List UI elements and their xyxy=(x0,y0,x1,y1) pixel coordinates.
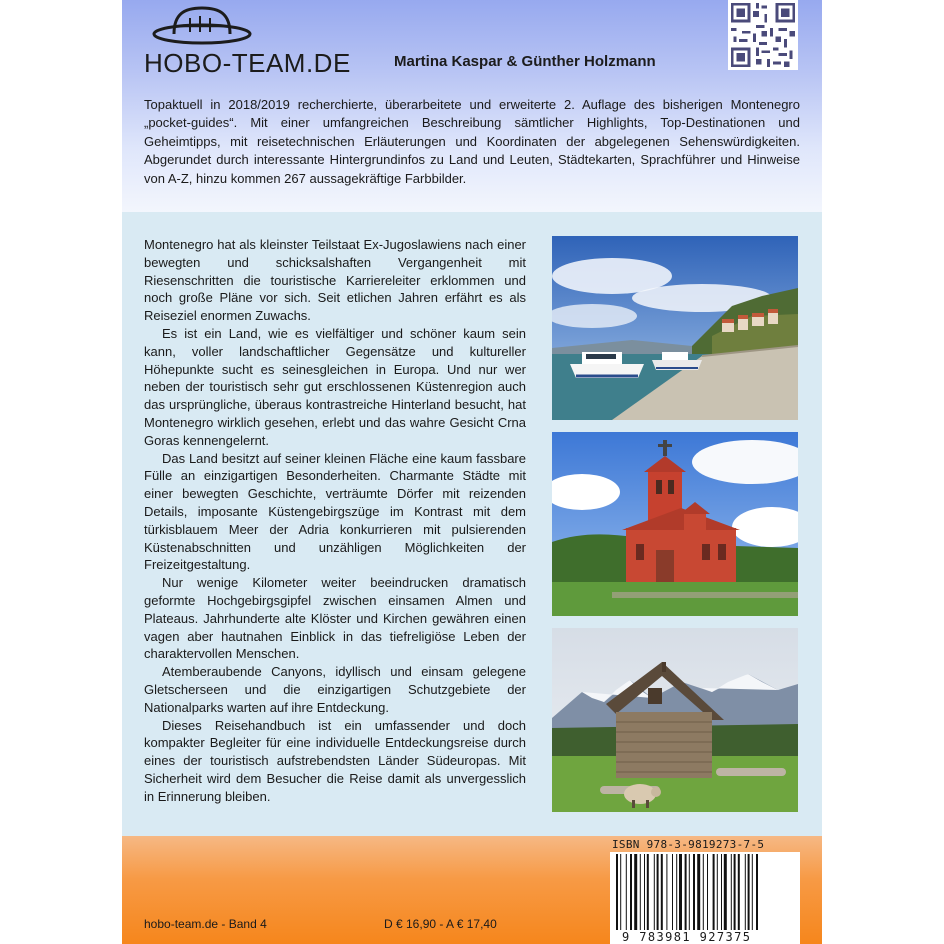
church-photo xyxy=(552,432,798,616)
barcode-bars xyxy=(610,852,800,932)
paragraph: Es ist ein Land, wie es vielfältiger und schöner kaum sein kann, voller landschaftlicher Gegensätze und kultureller Höhepunkte sucht es seinesgleichen in Europa. Und nur wer neben der touristisch sehr gut erschlossenen Küstenregion auch das ursprüngliche, überaus kontrastreiche Hinterland besucht, hat Montenegro wirklich gesehen, erlebt und das wahre Gesicht Crna Goras kennengelernt. xyxy=(144,325,526,448)
paragraph: Nur wenige Kilometer weiter beeindrucken dramatisch geformte Hochgebirgsgipfel zwischen einsamen Almen und Plateaus. Jahrhunderte alte Klöster und Kirchen gewähren einen vagen aber hautnahen Einblick in das tiefreligiöse Leben der charaktervollen Menschen. xyxy=(144,575,526,662)
paragraph: Atemberaubende Canyons, idyllisch und einsam gelegene Gletscherseen und die einzigartigen Schutzgebiete der Nationalparks warten auf ihre Entdeckung. xyxy=(144,664,526,715)
barcode-number: 9 783981 927375 xyxy=(622,930,752,944)
harbor-photo xyxy=(552,236,798,420)
intro-text: Topaktuell in 2018/2019 recherchierte, überarbeitete und erweiterte 2. Auflage des bisherigen Montenegro „pocket-guides“. Mit einer umfangreichen Beschreibung sämtlicher Highlights, Top-Destinationen und Geheimtipps, mit reisetechnischen Erläuterungen und Koordinaten der abgelegenen Sehenswürdigkeiten. Abgerundet durch interessante Hintergrundinfos zu Land und Leuten, Städtekarten, Sprachführer und Hinweise von A-Z, hinzu kommen 267 aussagekräftige Farbbilder. xyxy=(144,97,800,186)
authors: Martina Kaspar & Günther Holzmann xyxy=(394,53,656,70)
book-back-cover xyxy=(122,0,822,944)
paragraph: Dieses Reisehandbuch ist ein umfassender und doch kompakter Begleiter für eine individuelle Entdeckungsreise durch eines der touristisch aufstrebendsten Länder Südeuropas. Mit Sicherheit wird dem Besucher die Reise damit als unvergesslich in Erinnerung bleiben. xyxy=(144,717,526,804)
logo-text: HOBO-TEAM.DE xyxy=(144,48,351,78)
hobo-team-logo xyxy=(144,4,376,80)
series-info: hobo-team.de - Band 4 xyxy=(144,917,267,931)
paragraph: Das Land besitzt auf seiner kleinen Fläche eine kaum fassbare Fülle an einzigartigen Besonderheiten. Charmante Städte mit einer bewegten Geschichte, verträumte Dörfer mit reizenden Details, imposante Küstengebirgszüge im Kontrast mit dem türkisblauem Meer der Adria konkurrieren mit pulsierenden Küstenabschnitten und unzähligen Möglichkeiten der Freizeitgestaltung. xyxy=(144,450,526,573)
price-info: D € 16,90 - A € 17,40 xyxy=(384,917,497,931)
body-text xyxy=(144,236,526,806)
paragraph: Montenegro hat als kleinster Teilstaat Ex-Jugoslawiens nach einer bewegten und schicksalshaften Vergangenheit mit Riesenschritten die touristische Karriereleiter erklommen und noch große Pläne vor sich. Seit etlichen Jahren erfährt es als Reiseziel enormen Zuwachs. xyxy=(144,237,526,324)
mountain-hut-photo xyxy=(552,628,798,812)
hat-icon xyxy=(144,4,376,54)
qr-code xyxy=(728,0,798,70)
isbn-label: ISBN 978-3-9819273-7-5 xyxy=(612,838,765,851)
